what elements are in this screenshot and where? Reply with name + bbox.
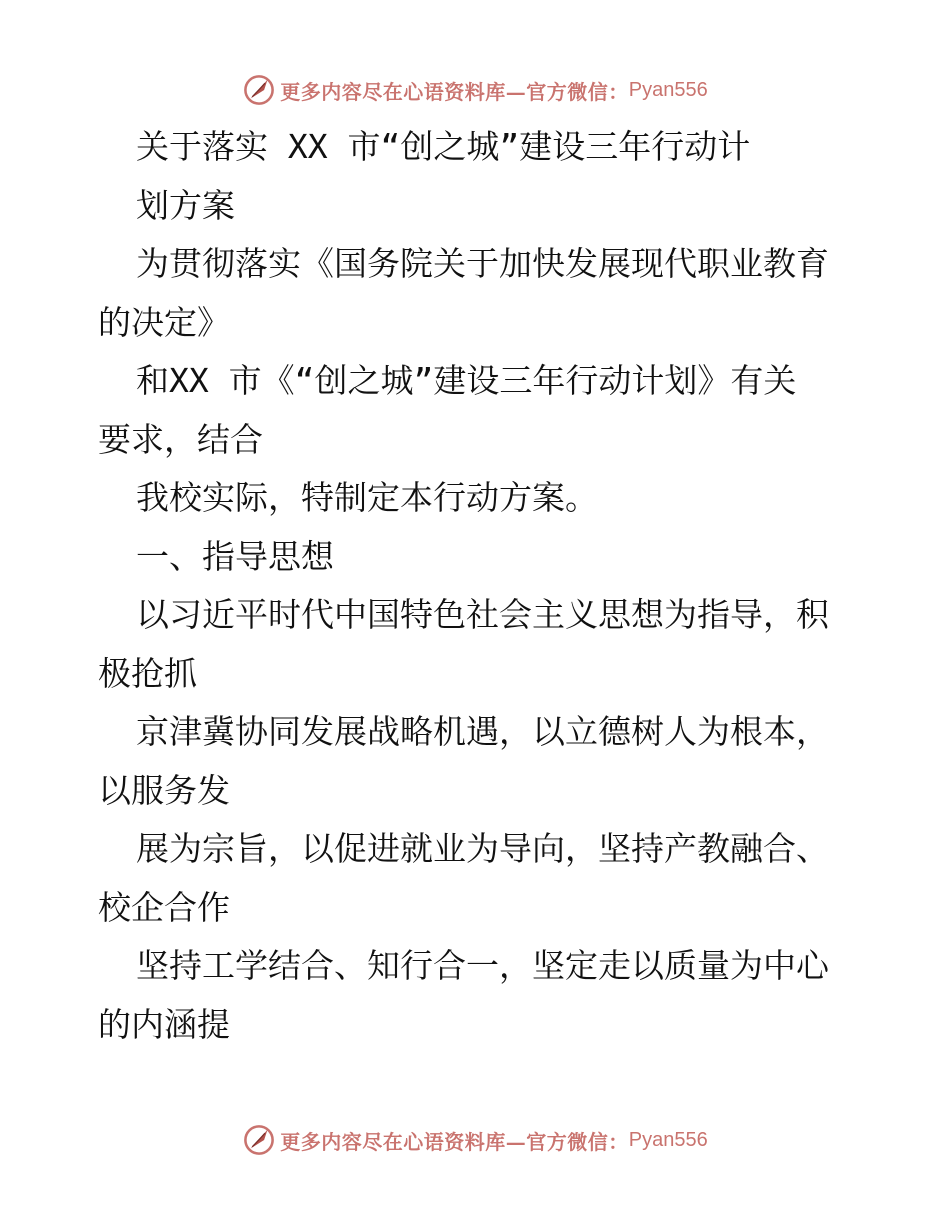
document-line: 坚持工学结合、知行合一，坚定走以质量为中心: [136, 946, 829, 985]
banner-wechat-id: Pyan556: [628, 1128, 708, 1151]
document-line: 校企合作: [98, 887, 230, 927]
document-line: 以服务发: [98, 770, 230, 810]
banner-text: 更多内容尽在心语资料库—官方微信：: [280, 79, 629, 104]
quill-logo-icon: [242, 1123, 276, 1157]
document-body: [98, 118, 858, 1054]
document-line: 我校实际，特制定本行动方案。: [136, 478, 598, 517]
document-line: 一、指导思想: [136, 536, 334, 576]
document-line: 和XX 市《“创之城”建设三年行动计划》有关: [136, 361, 797, 400]
banner-wechat-id: Pyan556: [628, 78, 708, 101]
document-line: 极抢抓: [98, 653, 197, 693]
banner-text: 更多内容尽在心语资料库—官方微信：: [280, 1129, 629, 1154]
document-line: 京津冀协同发展战略机遇，以立德树人为根本，: [136, 712, 829, 751]
document-line: 以习近平时代中国特色社会主义思想为指导，积: [136, 595, 829, 634]
document-line: 关于落实 XX 市“创之城”建设三年行动计: [136, 127, 751, 166]
header-watermark-banner: [0, 70, 950, 110]
document-line: 的内涵提: [98, 1004, 230, 1044]
document-line: 的决定》: [98, 302, 230, 342]
document-line: 划方案: [136, 185, 235, 225]
footer-watermark-banner: [0, 1120, 950, 1160]
document-line: 为贯彻落实《国务院关于加快发展现代职业教育: [136, 244, 829, 283]
document-line: 要求，结合: [98, 419, 263, 459]
document-line: 展为宗旨，以促进就业为导向，坚持产教融合、: [136, 829, 829, 868]
quill-logo-icon: [242, 73, 276, 107]
